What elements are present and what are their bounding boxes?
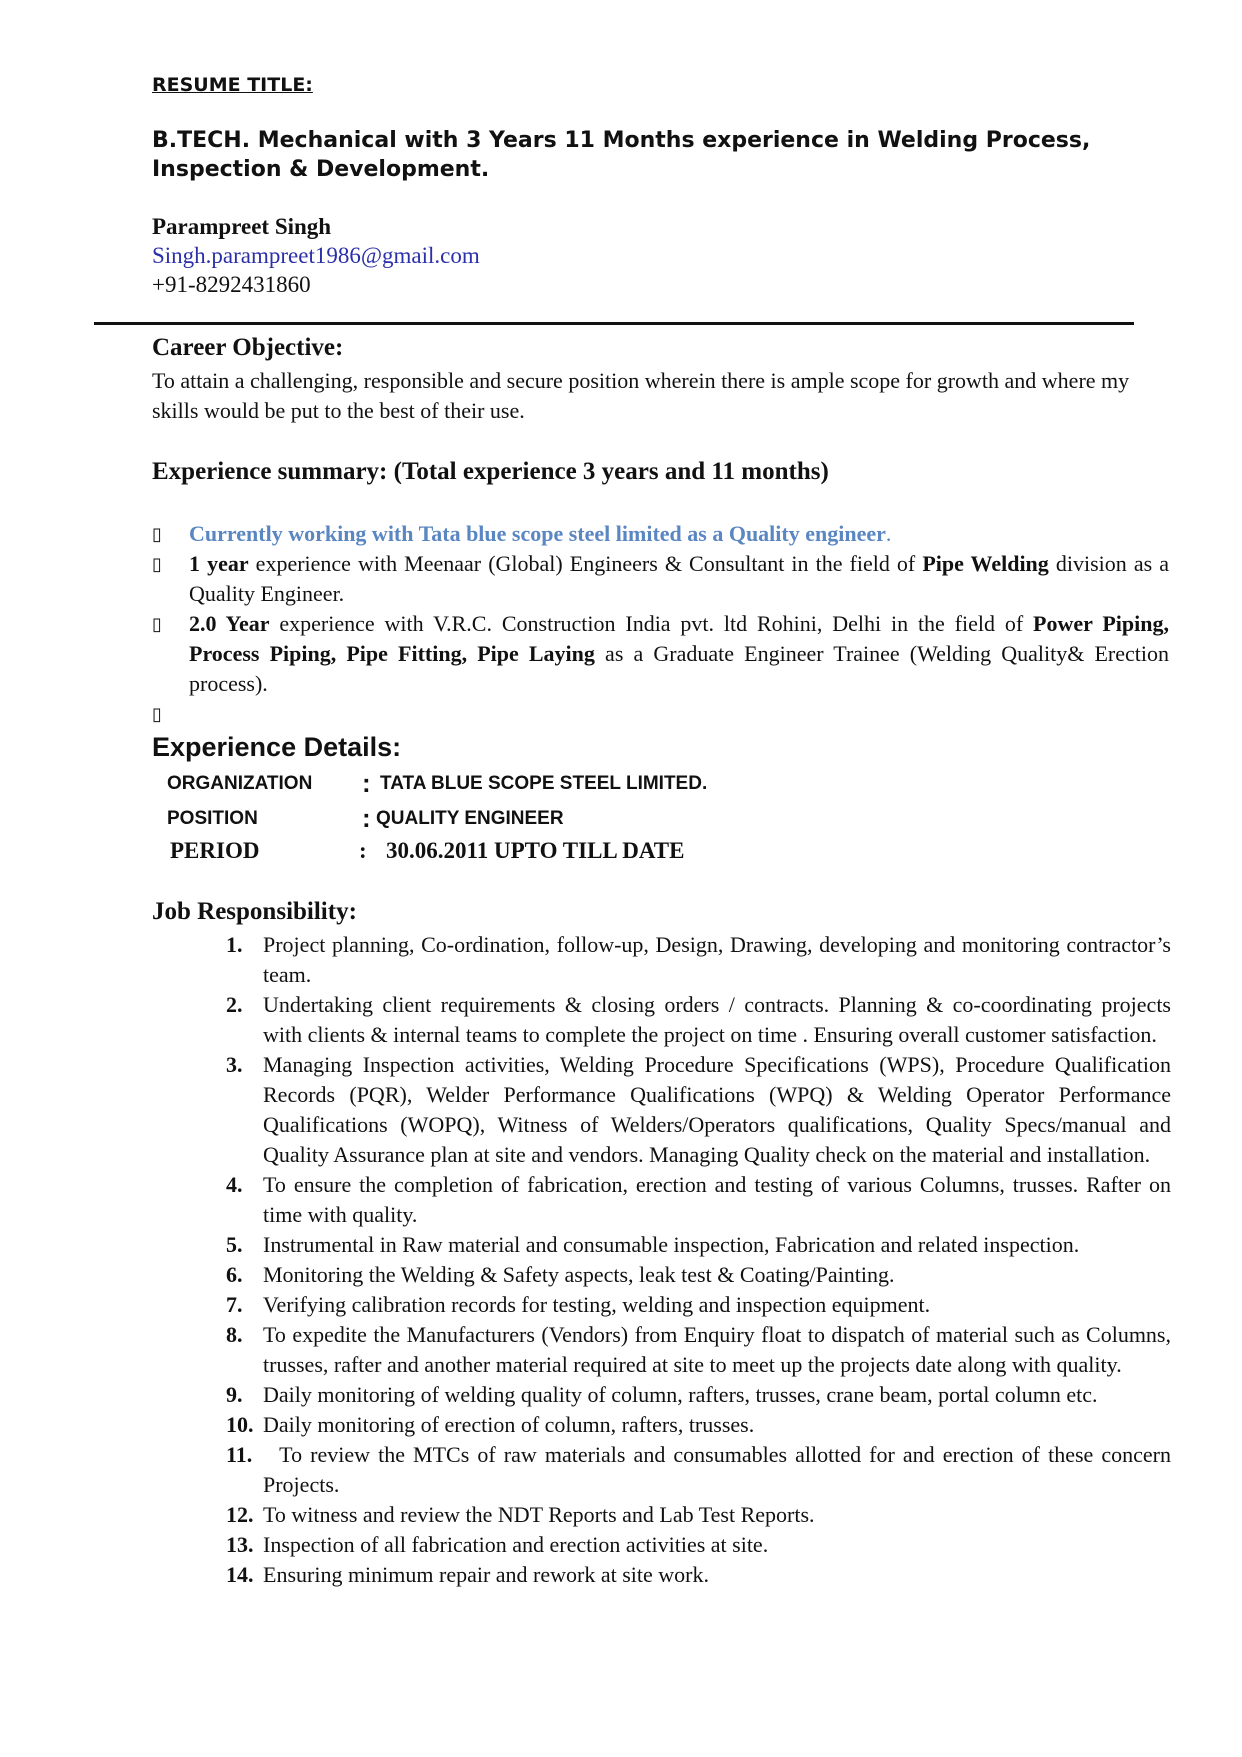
list-item xyxy=(226,1530,1171,1560)
list-item-text: Daily monitoring of welding quality of column, rafters, trusses, crane beam, portal column etc. xyxy=(263,1382,1098,1407)
candidate-name: Parampreet Singh xyxy=(152,214,332,239)
job-responsibility-list xyxy=(226,930,1177,1590)
list-item xyxy=(226,1170,1171,1230)
list-item-number: 6. xyxy=(226,1262,243,1287)
list-item xyxy=(226,1560,1171,1590)
bullet-icon: ▯ xyxy=(152,704,162,725)
vrc-duration: 2.0 Year xyxy=(189,611,270,636)
header-divider xyxy=(94,322,1134,325)
bullet-icon: ▯ xyxy=(152,554,162,575)
list-item-number: 8. xyxy=(226,1322,243,1347)
meenaar-duration: 1 year xyxy=(189,551,249,576)
vrc-fields: Power Piping, Process Piping, Pipe Fitting, Pipe Laying xyxy=(189,611,1169,666)
meenaar-text: experience with Meenaar (Global) Engineers & Consultant in the field of xyxy=(248,551,923,576)
meenaar-role: division as a Quality Engineer. xyxy=(189,551,1169,606)
list-item-text: Daily monitoring of erection of column, rafters, trusses. xyxy=(263,1412,755,1437)
list-item-number: 12. xyxy=(226,1502,254,1527)
list-item-text: To review the MTCs of raw materials and consumables allotted for and erection of these concern Projects. xyxy=(263,1442,1177,1497)
list-item xyxy=(226,1050,1171,1170)
list-item xyxy=(226,1260,1171,1290)
list-item-text: Project planning, Co-ordination, follow-up, Design, Drawing, developing and monitoring contractor’s team. xyxy=(263,932,1171,987)
experience-summary-heading: Experience summary: (Total experience 3 years and 11 months) xyxy=(152,458,829,485)
summary-bullet-current-job xyxy=(189,519,1169,549)
vrc-role: as a Graduate Engineer Trainee (Welding Quality& Erection process). xyxy=(189,641,1170,696)
list-item-text: To witness and review the NDT Reports and Lab Test Reports. xyxy=(263,1502,815,1527)
vrc-text: experience with V.R.C. Construction India pvt. ltd Rohini, Delhi in the field of xyxy=(269,611,1034,636)
bullet-icon: ▯ xyxy=(152,614,162,635)
list-item-number: 1. xyxy=(226,932,243,957)
list-item xyxy=(226,990,1171,1050)
position-label: POSITION xyxy=(167,808,258,829)
list-item-text: Verifying calibration records for testing, welding and inspection equipment. xyxy=(263,1292,931,1317)
list-item-text: Instrumental in Raw material and consumable inspection, Fabrication and related inspection. xyxy=(263,1232,1080,1257)
list-item xyxy=(226,930,1171,990)
career-objective-text: To attain a challenging, responsible and secure position wherein there is ample scope for growth and where my skills would be put to the best of their use. xyxy=(152,368,1130,423)
period-value: 30.06.2011 UPTO TILL DATE xyxy=(386,838,685,863)
list-item xyxy=(226,1380,1171,1410)
list-item-text: Undertaking client requirements & closing orders / contracts. Planning & co-coordinating projects with clients & internal teams to complete the project on time . Ensuring overall customer satisfaction. xyxy=(263,992,1171,1047)
list-item-text: Ensuring minimum repair and rework at site work. xyxy=(263,1562,710,1587)
career-objective-heading: Career Objective: xyxy=(152,334,344,361)
list-item-number: 2. xyxy=(226,992,243,1017)
list-item xyxy=(226,1500,1171,1530)
position-colon: : xyxy=(362,803,371,833)
list-item-number: 13. xyxy=(226,1532,254,1557)
summary-bullet-meenaar xyxy=(189,549,1169,609)
list-item-number: 7. xyxy=(226,1292,243,1317)
list-item-number: 10. xyxy=(226,1412,254,1437)
bullet-icon: ▯ xyxy=(152,524,162,545)
list-item-number: 3. xyxy=(226,1052,243,1077)
resume-title-label: RESUME TITLE: xyxy=(152,74,313,96)
list-item-text: Monitoring the Welding & Safety aspects, leak test & Coating/Painting. xyxy=(263,1262,895,1287)
position-value: QUALITY ENGINEER xyxy=(376,808,564,829)
job-responsibility-heading: Job Responsibility: xyxy=(152,898,357,925)
list-item xyxy=(226,1410,1171,1440)
candidate-email[interactable]: Singh.parampreet1986@gmail.com xyxy=(152,243,480,268)
list-item-number: 14. xyxy=(226,1562,254,1587)
candidate-phone: +91-8292431860 xyxy=(152,272,311,297)
list-item-number: 9. xyxy=(226,1382,243,1407)
organization-value: TATA BLUE SCOPE STEEL LIMITED. xyxy=(380,773,708,794)
list-item-number: 5. xyxy=(226,1232,243,1257)
current-job-text: Currently working with Tata blue scope steel limited as a Quality engineer xyxy=(189,521,886,546)
current-job-period: . xyxy=(885,521,892,546)
list-item xyxy=(226,1440,1177,1500)
experience-details-heading: Experience Details: xyxy=(152,732,402,762)
list-item-text: Inspection of all fabrication and erection activities at site. xyxy=(263,1532,769,1557)
summary-bullet-vrc xyxy=(189,609,1169,699)
period-colon: : xyxy=(359,838,367,863)
organization-label: ORGANIZATION xyxy=(167,773,313,794)
list-item xyxy=(226,1230,1171,1260)
period-label: PERIOD xyxy=(170,838,260,863)
meenaar-field: Pipe Welding xyxy=(922,551,1049,576)
list-item-text: To expedite the Manufacturers (Vendors) from Enquiry float to dispatch of material such as Columns, trusses, rafter and another material required at site to meet up the projects date along with quality. xyxy=(263,1322,1171,1377)
list-item-number: 11. xyxy=(226,1442,253,1467)
list-item-text: Managing Inspection activities, Welding Procedure Specifications (WPS), Procedure Qualification Records (PQR), Welder Performance Qualifications (WPQ) & Welding Operator Performance Qualifications (WOPQ), Witness of Welders/Operators qualifications, Quality Specs/manual and Quality Assurance plan at site and vendors. Managing Quality check on the material and installation. xyxy=(263,1052,1171,1167)
organization-colon: : xyxy=(362,768,371,798)
list-item xyxy=(226,1290,1171,1320)
list-item xyxy=(226,1320,1171,1380)
resume-headline: B.TECH. Mechanical with 3 Years 11 Months experience in Welding Process, Inspection & Development. xyxy=(152,128,1091,182)
list-item-number: 4. xyxy=(226,1172,243,1197)
list-item-text: To ensure the completion of fabrication, erection and testing of various Columns, trusses. Rafter on time with quality. xyxy=(263,1172,1171,1227)
